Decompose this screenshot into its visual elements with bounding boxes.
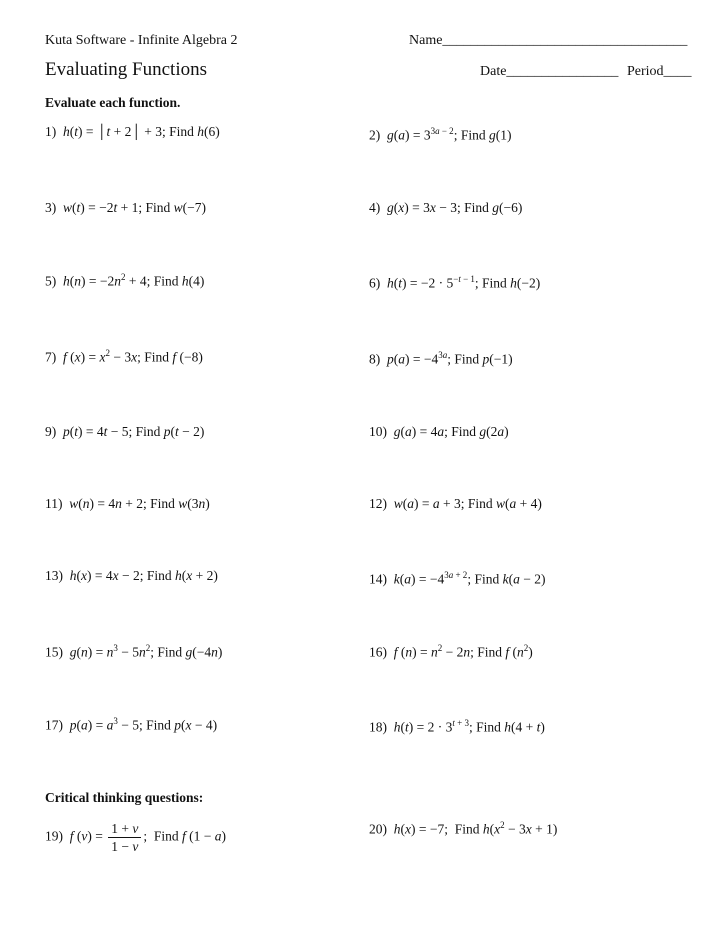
problem-17: 17) $p(a) = a^3 - 5$; Find p(x − 4) <box>45 716 218 733</box>
problem-number: 5) <box>45 273 57 289</box>
problem-7: 7) f $(x) = x^2 - 3x$; Find f (−8) <box>45 348 203 365</box>
period-field[interactable]: Period____ <box>627 64 692 79</box>
name-field[interactable]: Name___________________________________ <box>409 33 688 48</box>
problem-number: 12) <box>369 496 387 511</box>
problem-number: 2) <box>369 127 381 143</box>
problem-20: 20) h(x) = −7; Find $h(x^2 - 3x + 1)$ <box>369 820 558 837</box>
problem-number: 14) <box>369 571 387 587</box>
publisher-label: Kuta Software - Infinite Algebra 2 <box>45 33 238 48</box>
problem-number: 18) <box>369 719 387 735</box>
critical-heading: Critical thinking questions: <box>45 790 204 805</box>
problem-number: 16) <box>369 644 387 660</box>
problem-14: 14) $k(a) = -4^{3a + 2}$; Find k(a − 2) <box>369 570 546 587</box>
problem-2: 2) $g(a) = 3^{3a - 2}$; Find g(1) <box>369 126 512 143</box>
problem-1: 1) h(t) = │t + 2│ + 3; Find h(6) <box>45 124 220 139</box>
page-title: Evaluating Functions <box>45 59 208 80</box>
problem-number: 11) <box>45 496 63 511</box>
problem-number: 17) <box>45 717 63 733</box>
problem-number: 19) <box>45 828 63 844</box>
date-field[interactable]: Date________________ <box>480 64 619 79</box>
problem-number: 10) <box>369 424 387 439</box>
problem-9: 9) p(t) = 4t − 5; Find p(t − 2) <box>45 424 205 439</box>
problem-number: 1) <box>45 124 57 139</box>
problem-10: 10) g(a) = 4a; Find g(2a) <box>369 424 509 439</box>
problem-number: 7) <box>45 349 57 365</box>
problem-8: 8) $p(a) = -4^{3a}$; Find p(−1) <box>369 350 513 367</box>
problem-3: 3) w(t) = −2t + 1; Find w(−7) <box>45 200 207 215</box>
problem-number: 4) <box>369 200 381 215</box>
problem-16: 16) f $(n) = n^2 - 2n$; Find f $(n^2)$ <box>369 643 533 660</box>
problem-number: 3) <box>45 200 57 215</box>
problem-19: 19) f (v) = $\frac{1 + v}{1 - v}$ ; Find f (1 − a) <box>45 821 227 854</box>
problem-number: 20) <box>369 821 387 837</box>
problem-13: 13) h(x) = 4x − 2; Find h(x + 2) <box>45 568 218 583</box>
problem-6: 6) $h(t) = -2 \cdot 5^{-t - 1}$; Find h(−2) <box>369 274 541 291</box>
fraction: $\frac{1 + v}{1 - v}$ <box>108 820 141 855</box>
problem-18: 18) $h(t) = 2 \cdot 3^{t + 3}$; Find h(4 + t) <box>369 718 545 735</box>
problem-11: 11) w(n) = 4n + 2; Find w(3n) <box>45 496 210 511</box>
problem-number: 9) <box>45 424 57 439</box>
problem-number: 8) <box>369 351 381 367</box>
problem-number: 15) <box>45 644 63 660</box>
problem-4: 4) g(x) = 3x − 3; Find g(−6) <box>369 200 523 215</box>
instructions-heading: Evaluate each function. <box>45 95 181 110</box>
problem-12: 12) w(a) = a + 3; Find w(a + 4) <box>369 496 542 511</box>
problem-number: 13) <box>45 568 63 583</box>
problem-15: 15) $g(n) = n^3 - 5n^2$; Find g(−4n) <box>45 643 223 660</box>
problem-number: 6) <box>369 275 381 291</box>
problem-5: 5) $h(n) = -2n^2 + 4$; Find h(4) <box>45 272 205 289</box>
